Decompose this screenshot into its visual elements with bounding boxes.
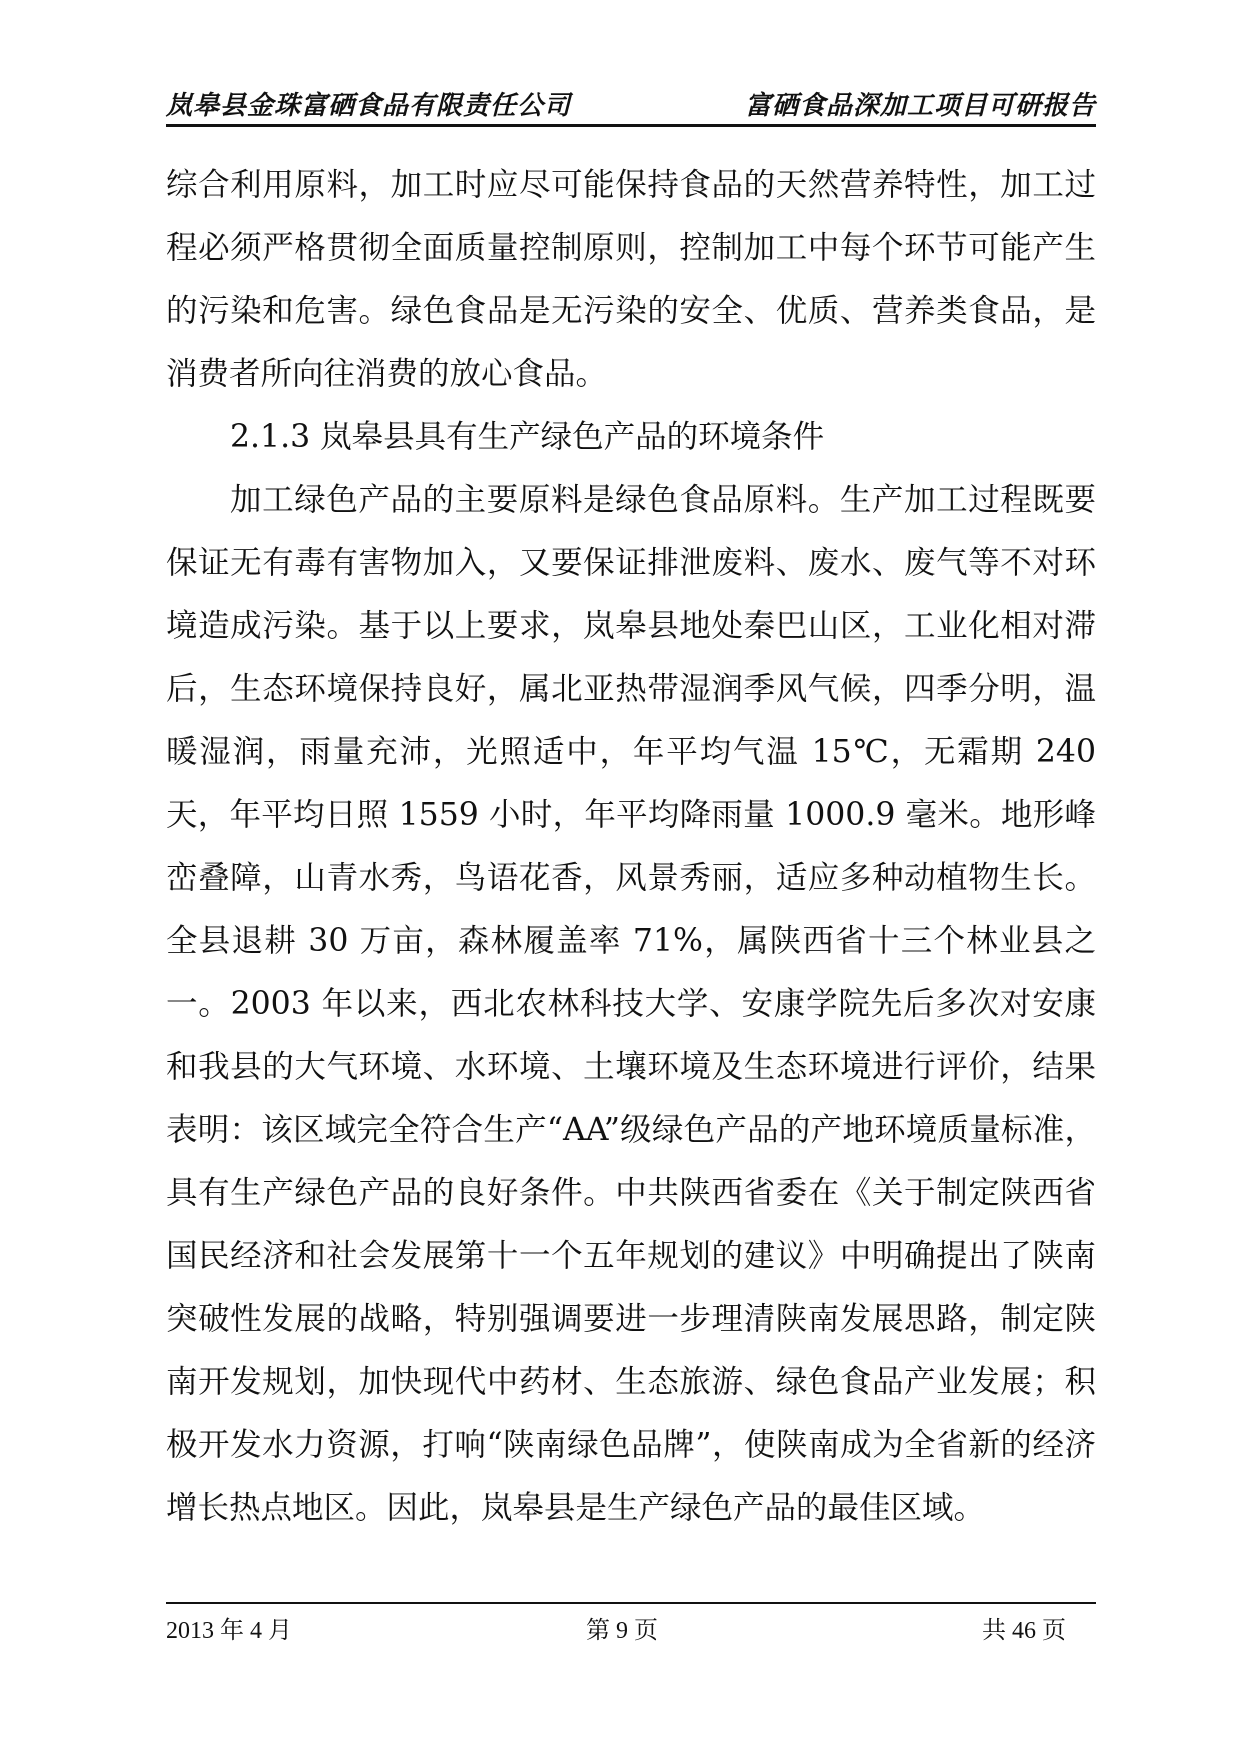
footer-date: 2013 年 4 月 <box>166 1618 292 1644</box>
page-header <box>166 82 1096 122</box>
header-rule <box>166 124 1096 127</box>
paragraph-environment: 加工绿色产品的主要原料是绿色食品原料。生产加工过程既要保证无有毒有害物加入，又要保证排泄废料、废水、废气等不对环境造成污染。基于以上要求，岚皋县地处秦巴山区，工业化相对滞后，生态环境保持良好，属北亚热带湿润季风气候，四季分明，温暖湿润，雨量充沛，光照适中，年平均气温 15℃，无霜期 240 天，年平均日照 1559 小时，年平均降雨量 1000.9 毫米。地形峰峦叠障，山青水秀，鸟语花香，风景秀丽，适应多种动植物生长。全县退耕 30 万亩，森林履盖率 71%，属陕西省十三个林业县之一。2003 年以来，西北农林科技大学、安康学院先后多次对安康和我县的大气环境、水环境、土壤环境及生态环境进行评价，结果表明：该区域完全符合生产“AA”级绿色产品的产地环境质量标准，具有生产绿色产品的良好条件。中共陕西省委在《关于制定陕西省国民经济和社会发展第十一个五年规划的建议》中明确提出了陕南突破性发展的战略，特别强调要进一步理清陕南发展思路，制定陕南开发规划，加快现代中药材、生态旅游、绿色食品产业发展；积极开发水力资源，打响“陕南绿色品牌”，使陕南成为全省新的经济增长热点地区。因此，岚皋县是生产绿色产品的最佳区域。 <box>166 482 1096 1526</box>
body-text <box>166 154 1096 1540</box>
footer-rule <box>166 1602 1096 1604</box>
footer-total-pages: 共 46 页 <box>982 1618 1066 1644</box>
paragraph-continuation: 综合利用原料，加工时应尽可能保持食品的天然营养特性，加工过程必须严格贯彻全面质量控制原则，控制加工中每个环节可能产生的污染和危害。绿色食品是无污染的安全、优质、营养类食品，是消费者所向往消费的放心食品。 <box>166 167 1096 392</box>
page-footer <box>166 1610 1066 1644</box>
section-heading: 2.1.3 岚皋县具有生产绿色产品的环境条件 <box>230 419 825 455</box>
header-company: 岚皋县金珠富硒食品有限责任公司 <box>166 91 572 121</box>
footer-page-number: 第 9 页 <box>586 1618 658 1644</box>
header-report-title: 富硒食品深加工项目可研报告 <box>744 91 1096 121</box>
